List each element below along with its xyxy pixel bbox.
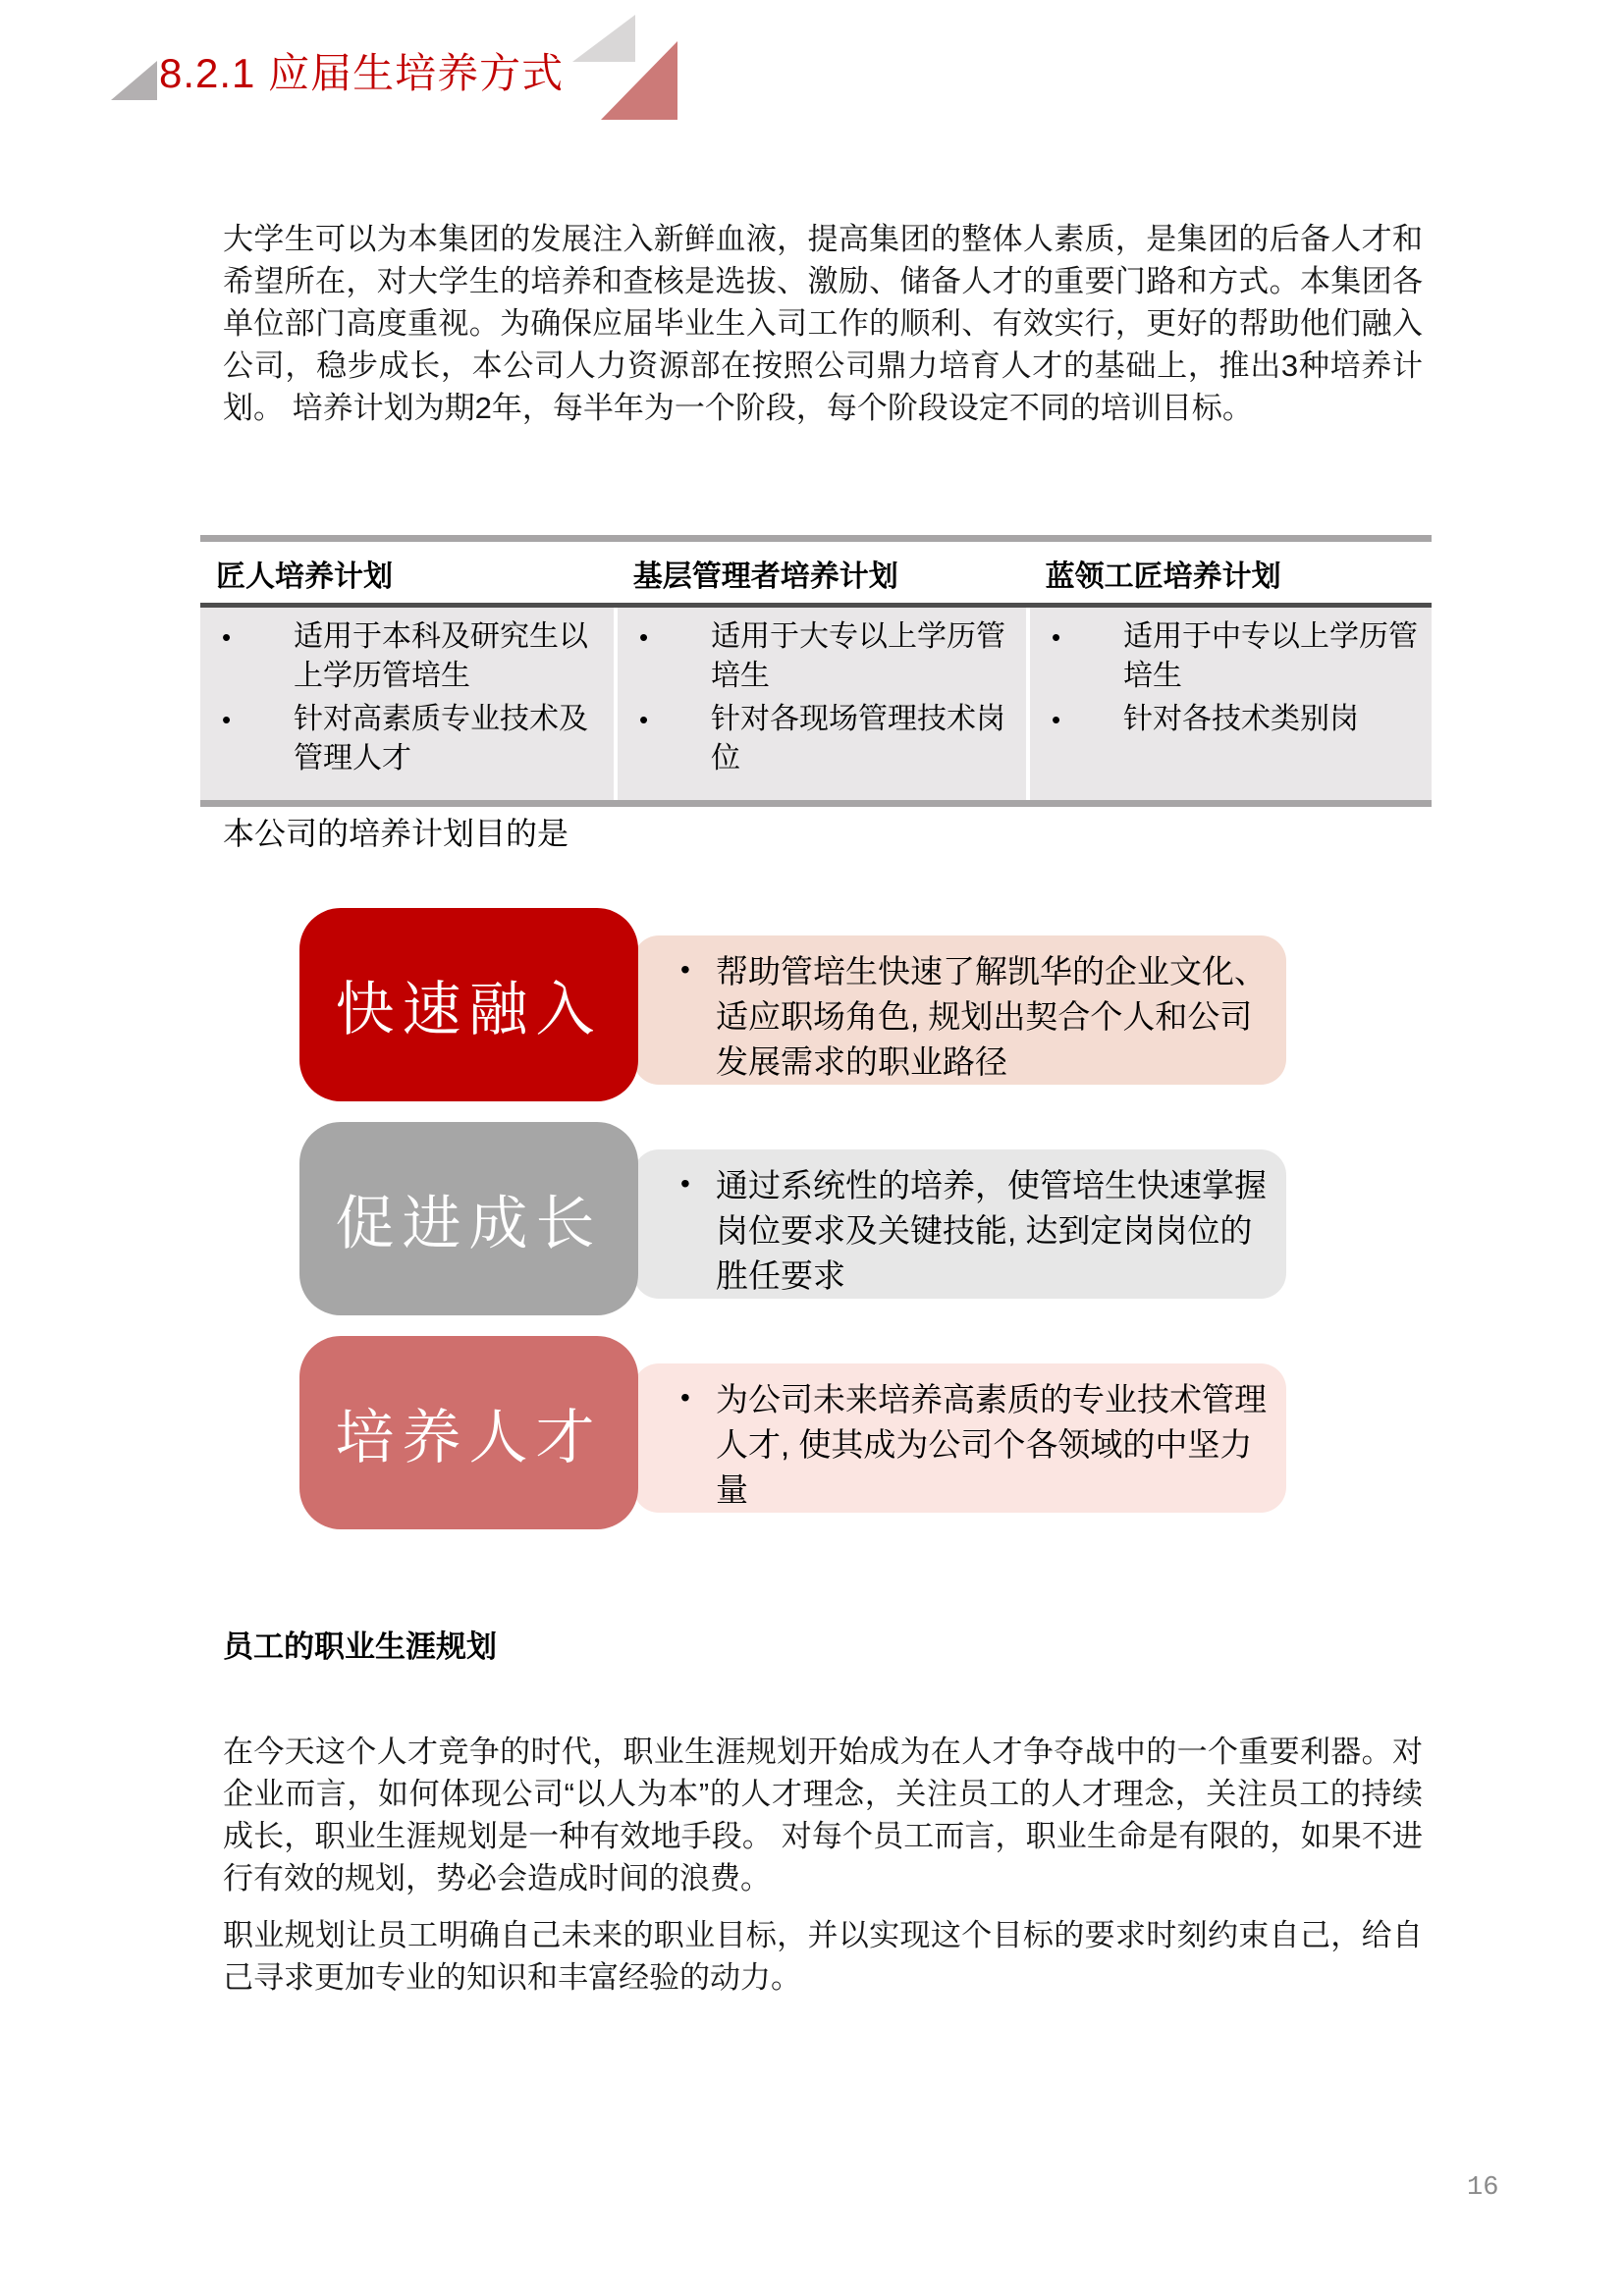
list-item-text: 适用于大专以上学历管培生: [711, 620, 1005, 692]
list-item: [1030, 700, 1432, 739]
purpose-description-panel: [633, 935, 1286, 1085]
list-item-text: 针对各现场管理技术岗位: [711, 703, 1005, 774]
list-item: [200, 700, 614, 778]
bullet-icon: •: [222, 705, 232, 734]
purpose-description: [680, 1163, 1267, 1299]
table-header-craftsman-plan: 匠人培养计划: [216, 561, 393, 593]
purpose-row-cultivate-talent: [299, 1336, 1286, 1529]
career-paragraph-1: 在今天这个人才竞争的时代，职业生涯规划开始成为在人才争夺战中的一个重要利器。对企业而言，如何体现公司“以人为本”的人才理念，关注员工的人才理念，关注员工的持续成长，职业生涯规划是一种有效地手段。 对每个员工而言，职业生命是有限的，如果不进行有效的规划，势必会造成时间的浪费。: [223, 1735, 1423, 1896]
list-item: [618, 700, 1026, 778]
list-item: [200, 617, 614, 696]
bullet-icon: •: [680, 1168, 690, 1199]
purpose-row-promote-growth: [299, 1122, 1286, 1315]
purpose-description: [680, 1377, 1267, 1513]
intro-paragraph: 大学生可以为本集团的发展注入新鲜血液，提高集团的整体人素质，是集团的后备人才和希望所在，对大学生的培养和查核是选拔、激励、储备人才的重要门路和方式。本集团各单位部门高度重视。为确保应届毕业生入司工作的顺利、有效实行，更好的帮助他们融入公司，稳步成长，本公司人力资源部在按照公司鼎力培育人才的基础上，推出3种培养计划。 培养计划为期2年，每半年为一个阶段，每个阶段设定不同的培训目标。: [223, 222, 1423, 425]
list-item-text: 针对高素质专业技术及管理人才: [294, 703, 588, 774]
table-body-row: [200, 608, 1432, 800]
purpose-intro-text: 本公司的培养计划目的是: [223, 816, 569, 851]
list-item: [1030, 617, 1432, 696]
purpose-description-panel: [633, 1363, 1286, 1513]
bullet-icon: •: [222, 622, 232, 652]
table-header-blue-collar-plan: 蓝领工匠培养计划: [1045, 561, 1281, 593]
career-paragraph-2: 职业规划让员工明确自己未来的职业目标，并以实现这个目标的要求时刻约束自己，给自己寻求更加专业的知识和丰富经验的动力。: [223, 1918, 1423, 1995]
page-number: 16: [1467, 2173, 1499, 2203]
purpose-row-quick-integration: [299, 908, 1286, 1101]
training-plans-table: [200, 535, 1432, 807]
purpose-description: [680, 949, 1267, 1085]
purpose-description-text: 为公司未来培养高素质的专业技术管理人才, 使其成为公司个各领域的中坚力量: [716, 1381, 1267, 1508]
bullet-icon: •: [1052, 705, 1061, 734]
table-bottom-border: [200, 800, 1432, 807]
bullet-icon: •: [680, 954, 690, 985]
table-cell-blue-collar-plan: [1030, 608, 1432, 800]
bullet-icon: •: [1052, 622, 1061, 652]
bullet-icon: •: [639, 622, 649, 652]
table-header-row: [200, 542, 1432, 608]
list-item-text: 适用于中专以上学历管培生: [1123, 620, 1418, 692]
table-cell-frontline-manager-plan: [618, 608, 1026, 800]
purpose-label-box: 培养人才: [299, 1336, 638, 1529]
purpose-label-box: 促进成长: [299, 1122, 638, 1315]
title-marker-triangle-icon: [111, 61, 157, 100]
list-item-text: 适用于本科及研究生以上学历管培生: [294, 620, 588, 692]
table-cell-craftsman-plan: [200, 608, 614, 800]
bullet-icon: •: [639, 705, 649, 734]
purpose-description-text: 通过系统性的培养，使管培生快速掌握岗位要求及关键技能, 达到定岗岗位的胜任要求: [716, 1167, 1267, 1294]
list-item: [618, 617, 1026, 696]
table-header-frontline-manager-plan: 基层管理者培养计划: [632, 561, 898, 593]
bullet-icon: •: [680, 1382, 690, 1413]
table-top-border: [200, 535, 1432, 542]
list-item-text: 针对各技术类别岗: [1123, 703, 1359, 735]
purpose-label-box: 快速融入: [299, 908, 638, 1101]
page-title: 8.2.1 应届生培养方式: [159, 50, 565, 96]
purpose-description-text: 帮助管培生快速了解凯华的企业文化、适应职场角色, 规划出契合个人和公司发展需求的职业路径: [716, 953, 1267, 1080]
career-section-heading: 员工的职业生涯规划: [223, 1629, 497, 1664]
purpose-description-panel: [633, 1149, 1286, 1299]
decor-gray-triangle-icon: [572, 15, 635, 62]
